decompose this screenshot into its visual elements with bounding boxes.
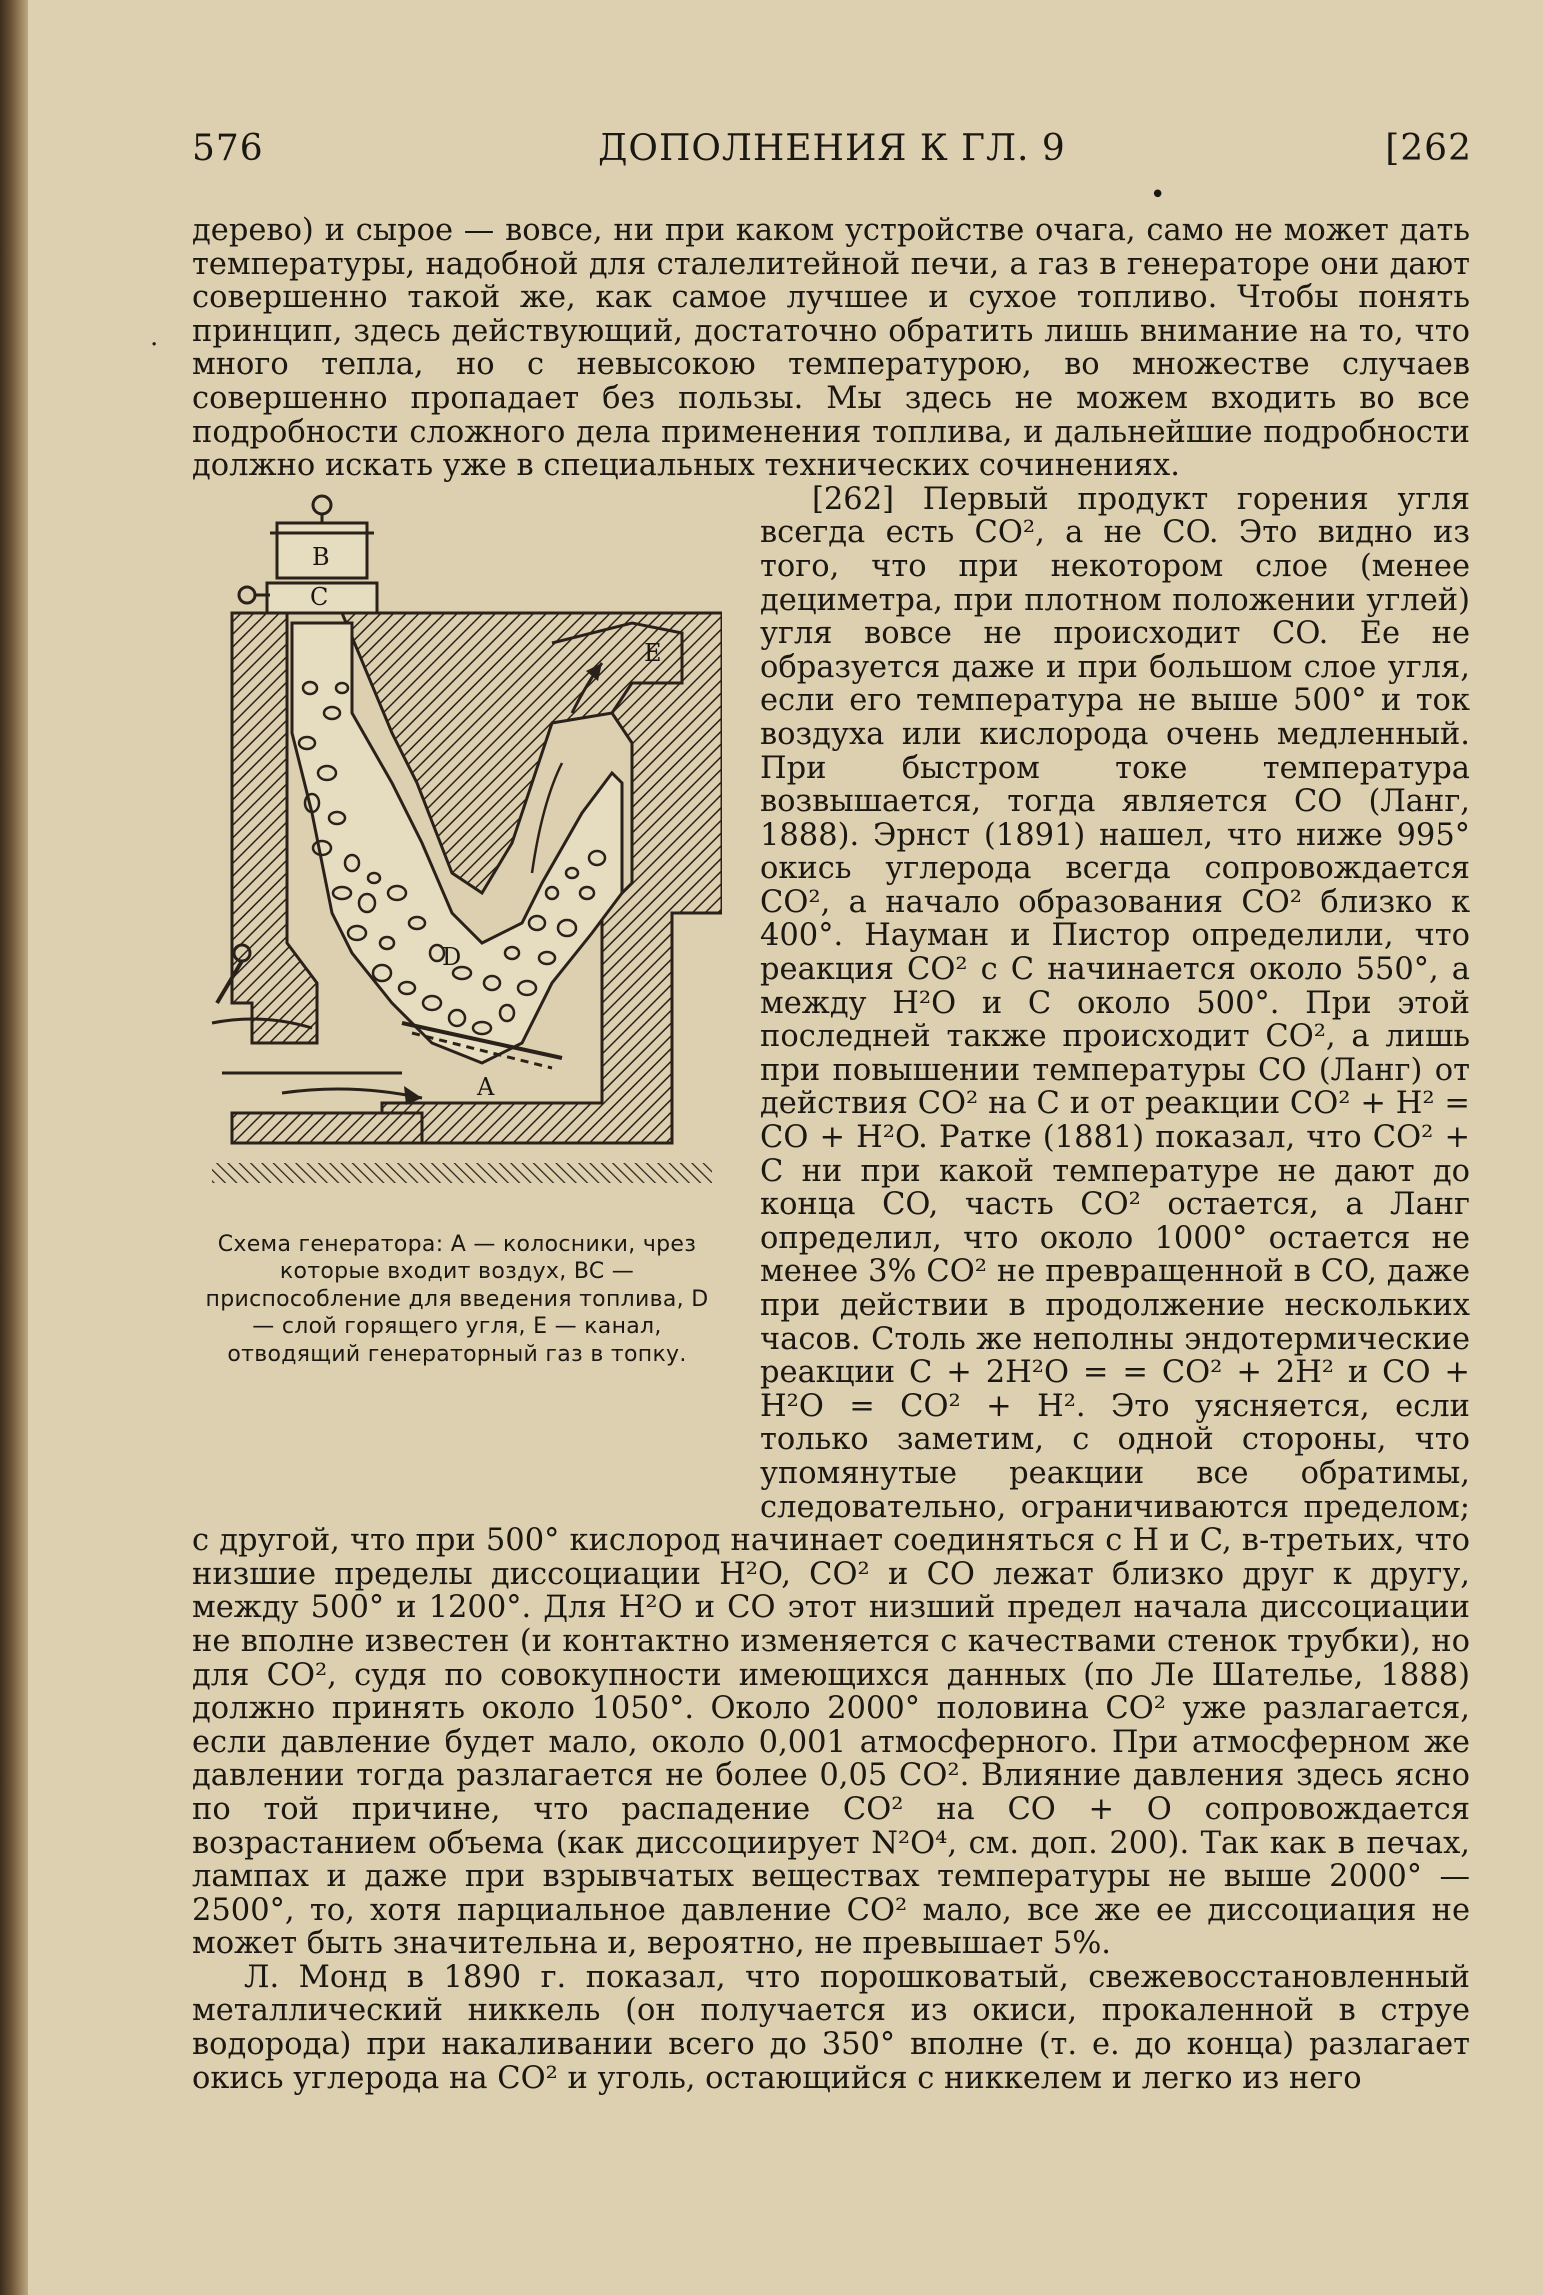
paragraph: [262] Первый продукт горения угля всегда есть CO², а не CO. Это видно из того, что при некотором слое (менее дециметра, при плотном положении углей) угля вовсе не происходит CO. Ее не образуется даже и при большом слое угля, если его температура не выше 500° и ток воздуха или кислорода очень медленный. При быстром токе температура возвышается, тогда является CO (Ланг, 1888). Эрнст (1891) нашел, что ниже 995° окись углерода всегда сопровождается CO², а начало образования CO² близко к 400°. Науман и Пистор определили, что реакция CO² с C начинается около 550°, а между H²O и C около 500°. При этой последней также происходит CO², а лишь при повышении температуры CO (Ланг) от действия CO² на C и от реакции CO² + H² = CO + H²O. Ратке (1881) показал, что CO² + C ни при какой температуре не дают до конца CO, часть CO² остается, а Ланг определил, что около 1000° остается не менее 3% CO² не превращенной в CO, даже при действии в продолжение нескольких часов. Столь же неполны эндотермические реакции C + 2H²O = = CO² + 2H² и CO + H²O = CO² + H². Это уясняется, если только заметим, с одной стороны, что упомянутые реакции все обратимы, следовательно, ограничиваются пределом; с другой, что при 500° кислород начинает соединяться с H и C, в-третьих, что низшие пределы диссоциации H²O, CO² и CO лежат близко друг к другу, между 500° и 1200°. Для H²O и CO этот низший предел начала диссоциации не вполне известен (и контактно изменяется с качествами стенок трубки), но для CO², судя по совокупности имеющихся данных (по Ле Шателье, 1888) должно принять около 1050°. Около 2000° половина CO² уже разлагается, если давление будет мало, около 0,001 атмосферного. При атмосферном же давлении тогда разлагается не более 0,05 CO². Влияние давления здесь ясно по той причине, что распадение CO² на CO + O сопровождается возрастанием объема (как диссоциирует N²O⁴, см. доп. 200). Так как в печах, лампах и даже при взрывчатых веществах температуры не выше 2000° — 2500°, то, хотя парциальное давление CO² мало, все же ее диссоциация не может быть значительна и, вероятно, не превышает 5%. — [192, 481, 1470, 1962]
figure-label-b: B — [312, 542, 330, 571]
paragraph: дерево) и сырое — вовсе, ни при каком устройстве очага, само не может дать температуры, надобной для сталелитейной печи, а газ в генераторе они дают совершенно такой же, как самое лучшее и сухое топливо. Чтобы понять принцип, здесь действующий, достаточно обратить лишь внимание на то, что много тепла, но с невысокою температурою, во множестве случаев совершенно пропадает без пользы. Мы здесь не можем входить во все подробности сложного дела применения топлива, и дальнейшие подробности должно искать уже в специальных технических сочинениях. — [192, 213, 1470, 484]
margin-dot-mark: • — [1150, 180, 1166, 210]
generator-figure — [192, 483, 722, 1512]
figure-label-c: C — [310, 582, 329, 611]
figure-label-a: A — [477, 1072, 495, 1101]
generator-diagram — [192, 483, 722, 1203]
running-header — [192, 128, 1472, 178]
figure-label-d: D — [442, 942, 462, 971]
body-text — [192, 214, 1470, 2095]
figure-label-e: E — [644, 638, 662, 667]
figure-caption: Схема генератора: A — колосники, чрез которые входит воздух, BC — приспособление для введения топлива, D — слой горящего угля, E — канал, отводящий генераторный газ в топку. — [205, 1231, 709, 1367]
paragraph: Л. Монд в 1890 г. показал, что порошковатый, свежевосстановленный металлический никкель (он получается из окиси, прокаленной в струе водорода) при накаливании всего до 350° вполне (т. е. до конца) разлагает окись углерода на CO² и уголь, остающийся с никкелем и легко из него — [192, 1959, 1470, 2096]
chapter-title: ДОПОЛНЕНИЯ К ГЛ. 9 — [598, 128, 1066, 169]
margin-dot-mark: . — [150, 322, 159, 352]
book-spine-shadow — [0, 0, 28, 2295]
section-reference: [262 — [1385, 128, 1472, 169]
page-number: 576 — [192, 128, 264, 169]
